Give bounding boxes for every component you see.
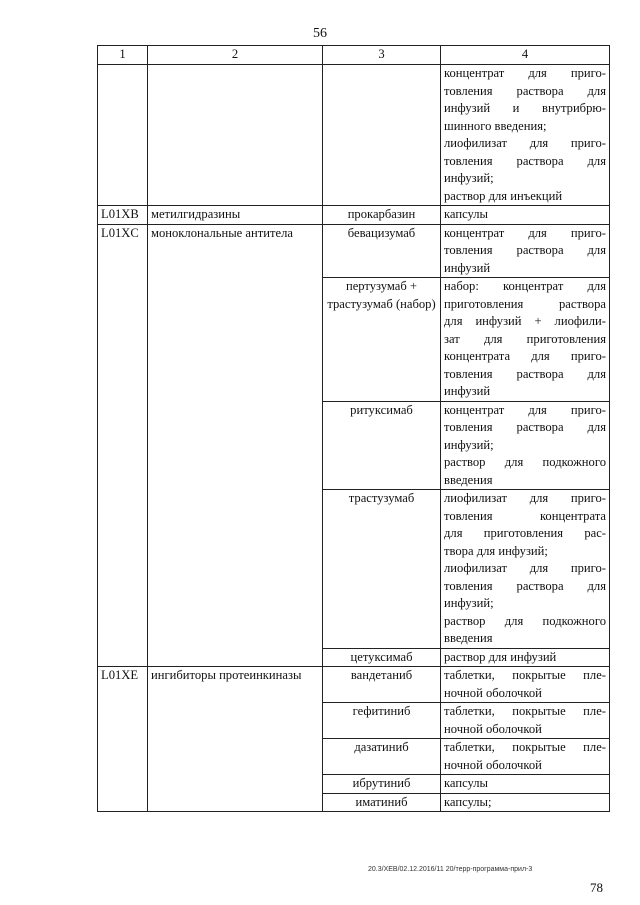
dosage-form-line: инфузий; [444, 437, 494, 452]
dosage-form-line: капсулы; [444, 794, 492, 809]
dosage-form-cell [441, 65, 610, 206]
atc-code-cell [98, 65, 148, 206]
dosage-form-line: лиофилизат для приго- [444, 136, 606, 150]
dosage-form-line: раствор для инфузий [444, 649, 557, 664]
drug-name-cell: ритуксимаб [323, 401, 441, 490]
dosage-form-cell [441, 278, 610, 402]
dosage-form-line: товления раствора для [444, 366, 606, 381]
dosage-form-line: товления концентрата [444, 508, 606, 523]
dosage-form-line: шинного введения; [444, 118, 547, 133]
dosage-form-line: таблетки, покрытые пле- [444, 668, 606, 682]
dosage-form-line: для приготовления рас- [444, 526, 606, 540]
dosage-form-line: инфузий [444, 260, 491, 275]
dosage-form-line: ночной оболочкой [444, 685, 542, 700]
dosage-form-cell [441, 739, 610, 775]
drug-name-cell: ибрутиниб [323, 775, 441, 794]
dosage-form-line: лиофилизат для приго- [444, 491, 606, 505]
dosage-form-line: инфузий [444, 384, 491, 398]
dosage-form-line: твора для инфузий; [444, 543, 548, 558]
dosage-form-line: инфузий; [444, 596, 494, 610]
drug-name-cell: трастузумаб [323, 490, 441, 649]
dosage-form-line: ночной оболочкой [444, 757, 542, 772]
dosage-form-line: товления раствора для [444, 83, 606, 98]
dosage-form-cell [441, 648, 610, 667]
dosage-form-line: для инфузий + лиофили- [444, 314, 606, 328]
column-header-4: 4 [441, 46, 610, 65]
table-row [98, 206, 610, 225]
drug-name-cell: дазатиниб [323, 739, 441, 775]
column-header-2: 2 [148, 46, 323, 65]
dosage-form-line: товления раствора для [444, 420, 606, 434]
table-body [98, 65, 610, 812]
drug-name-cell: прокарбазин [323, 206, 441, 225]
dosage-form-line: раствор для подкожного [444, 613, 606, 628]
drug-table [97, 45, 610, 812]
dosage-form-line: товления раствора для [444, 578, 606, 593]
dosage-form-line: таблетки, покрытые пле- [444, 740, 606, 754]
dosage-form-cell [441, 224, 610, 278]
dosage-form-line: концентрат для приго- [444, 225, 606, 240]
atc-code-cell: L01XC [98, 224, 148, 667]
drug-name-cell: вандетаниб [323, 667, 441, 703]
dosage-form-cell [441, 775, 610, 794]
dosage-form-line: товления раствора для [444, 243, 606, 257]
group-name-cell [148, 65, 323, 206]
dosage-form-line: товления раствора для [444, 153, 606, 168]
table-row [98, 224, 610, 278]
drug-name-cell: бевацизумаб [323, 224, 441, 278]
dosage-form-line: лиофилизат для приго- [444, 561, 606, 575]
dosage-form-cell [441, 401, 610, 490]
drug-name-cell [323, 65, 441, 206]
column-header-1: 1 [98, 46, 148, 65]
group-name-cell: моноклональные антитела [148, 224, 323, 667]
drug-name-cell: гефитиниб [323, 703, 441, 739]
dosage-form-line: таблетки, покрытые пле- [444, 704, 606, 718]
dosage-form-line: концентрата для приго- [444, 349, 606, 363]
dosage-form-line: раствор для подкожного [444, 455, 606, 469]
dosage-form-cell [441, 703, 610, 739]
dosage-form-line: приготовления раствора [444, 296, 606, 311]
dosage-form-line: инфузий и внутрибрю- [444, 101, 606, 115]
dosage-form-cell [441, 793, 610, 812]
dosage-form-line: раствор для инъекций [444, 188, 563, 203]
table-header-row [98, 46, 610, 65]
atc-code-cell: L01XE [98, 667, 148, 812]
dosage-form-line: введения [444, 472, 493, 487]
group-name-cell: метилгидразины [148, 206, 323, 225]
group-name-cell: ингибиторы протеинкиназы [148, 667, 323, 812]
dosage-form-cell [441, 206, 610, 225]
page-number: 56 [313, 26, 327, 41]
dosage-form-line: введения [444, 631, 493, 645]
column-header-3: 3 [323, 46, 441, 65]
dosage-form-line: капсулы [444, 207, 489, 221]
atc-code-cell: L01XB [98, 206, 148, 225]
dosage-form-line: концентрат для приго- [444, 402, 606, 417]
dosage-form-line: концентрат для приго- [444, 66, 606, 80]
dosage-form-cell [441, 667, 610, 703]
table-row [98, 65, 610, 206]
footer-page-number: 78 [590, 880, 603, 895]
dosage-form-line: набор: концентрат для [444, 279, 606, 293]
drug-name-cell: иматиниб [323, 793, 441, 812]
dosage-form-line: зат для приготовления [444, 331, 606, 346]
dosage-form-cell [441, 490, 610, 649]
dosage-form-line: инфузий; [444, 171, 494, 185]
drug-name-cell: цетуксимаб [323, 648, 441, 667]
dosage-form-line: капсулы [444, 776, 489, 790]
drug-name-cell: пертузумаб + трастузумаб (набор) [323, 278, 441, 402]
table-row [98, 667, 610, 703]
dosage-form-line: ночной оболочкой [444, 721, 542, 736]
footer-stamp: 20.3/ХЕВ/02.12.2016/11 20/терр-программа-прил-3 [368, 866, 533, 873]
